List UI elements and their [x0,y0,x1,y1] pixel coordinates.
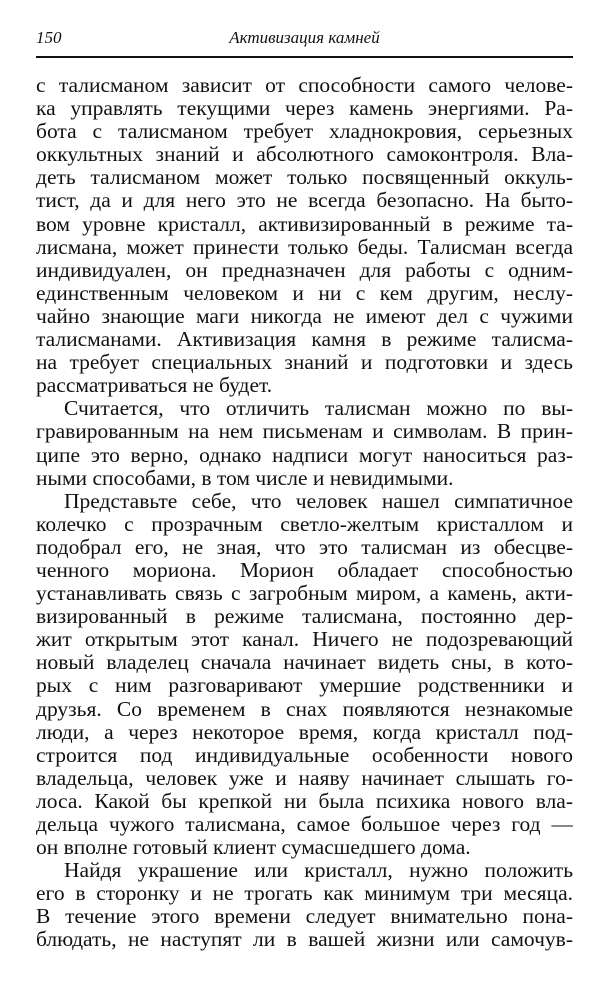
text-line: ченного мориона. Морион обладает способностью [36,558,573,582]
text-line: талисманами. Активизация камня в режиме талисма- [36,328,573,352]
text-line: оккультных знаний и абсолютного самоконтроля. Вла- [36,143,573,167]
running-header [36,28,573,52]
text-line: бота с талисманом требует хладнокровия, серьезных [36,120,573,144]
text-line: владельца, человек уже и наяву начинает слышать го- [36,766,573,790]
text-line: строится под индивидуальные особенности нового [36,743,573,767]
text-line: тист, да и для него это не всегда безопасно. На быто- [36,189,573,213]
text-line: люди, а через некоторое время, когда кристалл под- [36,720,573,744]
page-number: 150 [36,28,62,47]
text-line: гравированным на нем письменам и символам. В прин- [36,420,573,444]
text-line: колечко с прозрачным светло-желтым кристаллом и [36,512,573,536]
text-line: единственным человеком и ни с кем другим, неслу- [36,281,573,305]
text-line: его в сторонку и не трогать как минимум три месяца. [36,882,573,906]
text-line: с талисманом зависит от способности самого челове- [36,74,573,97]
text-line: лоса. Какой бы крепкой ни была психика нового вла- [36,789,573,813]
body-text [36,74,573,952]
text-line: лисмана, может принести только беды. Талисман всегда [36,235,573,259]
text-line: В течение этого времени следует внимательно пона- [36,905,573,929]
text-line: Найдя украшение или кристалл, нужно положить [64,859,573,883]
text-line: блюдать, не наступят ли в вашей жизни или самочув- [36,928,573,952]
text-line: рых с ним разговаривают умершие родственники и [36,674,573,698]
text-line: ципе это верно, однако надписи могут наноситься раз- [36,443,573,467]
text-line: Представьте себе, что человек нашел симпатичное [64,489,573,513]
text-line: новый владелец сначала начинает видеть сны, в кото- [36,651,573,675]
text-line: на требует специальных знаний и подготовки и здесь [36,351,573,375]
text-line: деть талисманом может только посвященный оккуль- [36,166,573,190]
text-line: индивидуален, он предназначен для работы с одним- [36,258,573,282]
text-line: дельца чужого талисмана, самое большое через год — [36,813,573,836]
text-line: он вполне готовый клиент сумасшедшего дома. [36,836,471,860]
text-line: подобрал его, не зная, что это талисман из обесцве- [36,535,573,559]
text-line: чайно знающие маги никогда не имеют дел с чужими [36,304,573,328]
text-line: рассматриваться не будет. [36,374,273,398]
text-line: вом уровне кристалл, активизированный в режиме та- [36,212,573,236]
text-line: ка управлять текущими через камень энергиями. Ра- [36,97,573,121]
text-line: друзья. Со временем в снах появляются незнакомые [36,697,573,721]
text-line: Считается, что отличить талисман можно по вы- [64,397,573,421]
running-title: Активизация камней [229,28,380,47]
text-line: ными способами, в том числе и невидимыми. [36,466,454,490]
text-line: визированный в режиме талисмана, постоянно дер- [36,605,573,629]
text-line: жит открытым этот канал. Ничего не подозревающий [36,628,573,652]
header-rule [36,56,573,58]
text-line: устанавливать связь с загробным миром, а камень, акти- [36,582,573,606]
